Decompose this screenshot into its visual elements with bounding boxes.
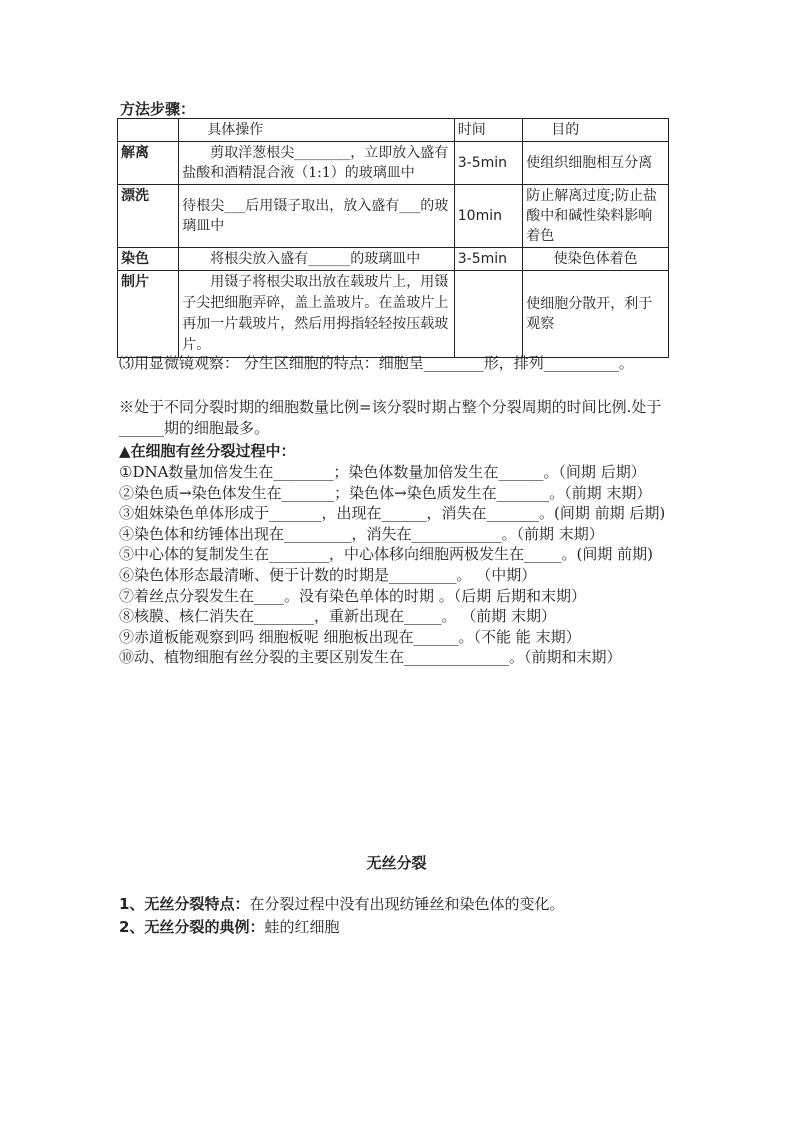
header-cell-purpose: 目的: [523, 119, 669, 142]
step-operation: 待根尖___后用镊子取出，放入盛有___的玻璃皿中: [179, 185, 455, 248]
step-purpose: 使细胞分散开，利于观察: [523, 271, 669, 358]
method-steps-heading: 方法步骤：: [120, 100, 196, 118]
list-item: ⑥染色体形态最清晰、便于计数的时期是_________。 （中期）: [119, 565, 537, 584]
step-purpose: 使染色体着色: [523, 248, 669, 271]
step-time: [454, 271, 523, 358]
step-time: 3-5min: [454, 142, 523, 185]
step-name: 漂洗: [118, 185, 179, 248]
step-operation: 将根尖放入盛有______的玻璃皿中: [179, 248, 455, 271]
amitosis-example-text: 蛙的红细胞: [264, 918, 340, 936]
step-purpose: 防止解离过度;防止盐酸中和碱性染料影响着色: [523, 185, 669, 248]
ratio-note: ※处于不同分裂时期的细胞数量比例=该分裂时期占整个分裂周期的时间比例.处于______期的细胞最多。: [119, 398, 662, 437]
table-row: [118, 248, 669, 271]
amitosis-example-label: 2、无丝分裂的典例：: [119, 918, 265, 936]
amitosis-feature-label: 1、无丝分裂特点：: [119, 895, 250, 913]
list-item: ⑩动、植物细胞有丝分裂的主要区别发生在______________。（前期和末期）: [119, 648, 622, 667]
amitosis-title: 无丝分裂: [366, 854, 427, 872]
step-time: 10min: [454, 185, 523, 248]
header-cell-step: [118, 119, 179, 142]
mitosis-question-list: [119, 462, 675, 668]
step-name: 解离: [118, 142, 179, 185]
step-time: 3-5min: [454, 248, 523, 271]
step-name: 染色: [118, 248, 179, 271]
amitosis-feature-text: 在分裂过程中没有出现纺锤丝和染色体的变化。: [249, 895, 565, 913]
list-item: ⑦着丝点分裂发生在____。没有染色单体的时期 。（后期 后期和末期）: [119, 586, 587, 605]
list-item: ⑧核膜、核仁消失在________，重新出现在_____。 （前期 末期）: [119, 607, 557, 626]
step-name: 制片: [118, 271, 179, 358]
list-item: ⑨赤道板能观察到吗 细胞板呢 细胞板出现在______。（不能 能 末期）: [119, 627, 581, 646]
table-row: [118, 271, 669, 358]
list-item: ③姐妹染色单体形成于_______，出现在______，消失在_______。(间期 前期 后期): [119, 504, 666, 523]
amitosis-feature: [119, 893, 564, 914]
table-row: [118, 185, 669, 248]
steps-table: [117, 118, 669, 358]
step-operation: 剪取洋葱根尖________，立即放入盛有盐酸和酒精混合液（1:1）的玻璃皿中: [179, 142, 455, 185]
observation-text: ⑶用显微镜观察： 分生区细胞的特点：细胞呈________形，排列__________。: [119, 354, 634, 372]
mitosis-section-title: ▲在细胞有丝分裂过程中：: [119, 442, 296, 460]
header-cell-time: 时间: [454, 119, 523, 142]
amitosis-example: [119, 916, 339, 937]
step-operation: 用镊子将根尖取出放在载玻片上，用镊子尖把细胞弄碎，盖上盖玻片。在盖玻片上再加一片载玻片，然后用拇指轻轻按压载玻片。: [179, 271, 455, 358]
table-header-row: [118, 119, 669, 142]
step-purpose: 使组织细胞相互分离: [523, 142, 669, 185]
list-item: ②染色质→染色体发生在_______；染色体→染色质发生在_______。（前期 末期）: [119, 483, 652, 502]
list-item: ④染色体和纺锤体出现在_________，消失在____________。（前期 末期）: [119, 524, 604, 543]
list-item: ①DNA数量加倍发生在________；染色体数量加倍发生在______。（间期 后期）: [119, 463, 646, 481]
header-cell-operation: 具体操作: [179, 119, 455, 142]
list-item: ⑤中心体的复制发生在________，中心体移向细胞两极发生在_____。(间期 前期): [119, 545, 653, 564]
table-row: [118, 142, 669, 185]
